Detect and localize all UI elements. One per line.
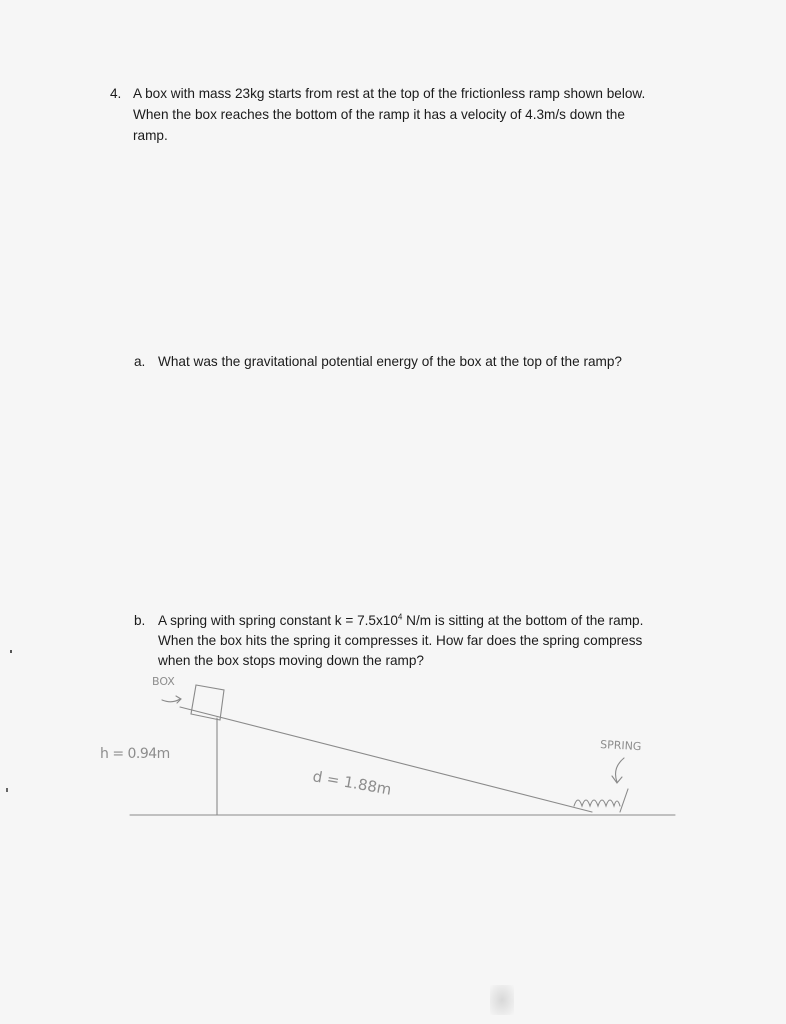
distance-label: d = 1.88m [311,767,393,799]
box-label: BOX [152,675,175,688]
part-b-line1-post: N/m is sitting at the bottom of the ramp. [402,613,644,628]
spring-arrow [612,758,624,783]
part-b-exponent: 4 [397,612,403,622]
part-a-label: a. [134,354,146,369]
spring-wall [620,789,628,812]
height-label: h = 0.94m [100,746,170,762]
problem-intro-line-2: When the box reaches the bottom of the ramp it has a velocity of 4.3m/s down the [133,107,625,122]
scan-speck [6,788,8,792]
box-arrow [162,696,181,703]
problem-intro-line-3: ramp. [133,128,168,143]
part-b-label: b. [134,613,146,628]
scan-speck [490,985,514,1015]
problem-intro-line-1: A box with mass 23kg starts from rest at the top of the frictionless ramp shown below. [133,86,646,101]
scan-speck [10,650,12,653]
part-a-question: What was the gravitational potential energy of the box at the top of the ramp? [158,354,622,369]
part-b-question-line-3: when the box stops moving down the ramp? [158,653,424,668]
problem-number: 4. [110,86,122,101]
part-b-question-line-2: When the box hits the spring it compresses it. How far does the spring compress [158,633,643,648]
box-shape [191,685,224,720]
spring-label: SPRING [599,738,642,754]
part-b-line1-pre: A spring with spring constant k = 7.5x10 [158,613,398,628]
spring-coils [574,800,620,806]
